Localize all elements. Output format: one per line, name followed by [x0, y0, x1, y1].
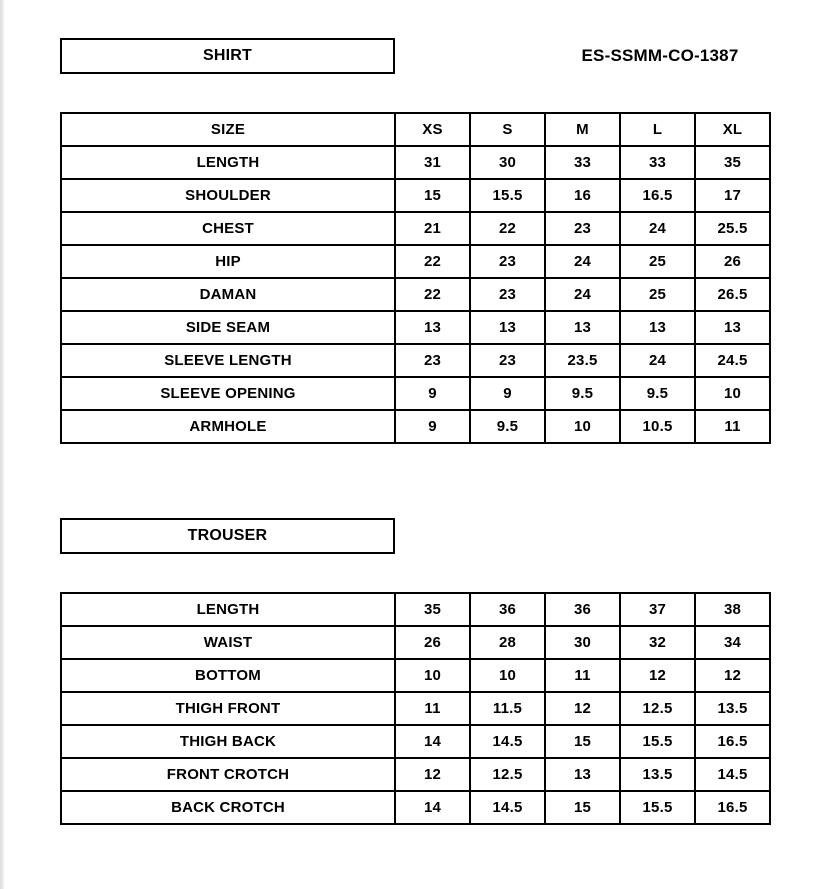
value-cell: 11 [545, 659, 620, 692]
table-row [61, 758, 770, 791]
value-cell: 15 [395, 179, 470, 212]
page-left-edge-divider [0, 0, 4, 889]
table-row [61, 245, 770, 278]
row-label-cell: CHEST [61, 212, 395, 245]
value-cell: 12.5 [620, 692, 695, 725]
value-cell: 12 [545, 692, 620, 725]
value-cell: 13.5 [695, 692, 770, 725]
value-cell: 9 [395, 377, 470, 410]
value-cell: 22 [395, 245, 470, 278]
value-cell: 10 [395, 659, 470, 692]
value-cell: 35 [395, 593, 470, 626]
value-cell: 25 [620, 245, 695, 278]
value-cell: 13 [545, 758, 620, 791]
value-cell: 35 [695, 146, 770, 179]
value-cell: 12 [620, 659, 695, 692]
value-cell: 17 [695, 179, 770, 212]
value-cell: 14 [395, 725, 470, 758]
table-row [61, 146, 770, 179]
value-cell: 13 [695, 311, 770, 344]
value-cell: 13.5 [620, 758, 695, 791]
value-cell: 28 [470, 626, 545, 659]
value-cell: 30 [545, 626, 620, 659]
table-row [61, 410, 770, 443]
value-cell: 15 [545, 725, 620, 758]
value-cell: 16.5 [695, 791, 770, 824]
row-label-cell: DAMAN [61, 278, 395, 311]
table-row [61, 377, 770, 410]
table-row [61, 179, 770, 212]
table-row [61, 659, 770, 692]
row-label-cell: THIGH BACK [61, 725, 395, 758]
value-cell: 26.5 [695, 278, 770, 311]
table-row [61, 212, 770, 245]
value-cell: 9 [470, 377, 545, 410]
row-label-cell: LENGTH [61, 146, 395, 179]
row-label-cell: HIP [61, 245, 395, 278]
value-cell: 34 [695, 626, 770, 659]
value-cell: 23 [470, 344, 545, 377]
row-label-cell: SLEEVE OPENING [61, 377, 395, 410]
value-cell: 25 [620, 278, 695, 311]
shirt-title-box [60, 38, 395, 74]
row-label-cell: ARMHOLE [61, 410, 395, 443]
value-cell: 16.5 [695, 725, 770, 758]
value-cell: 25.5 [695, 212, 770, 245]
value-cell: 23 [470, 245, 545, 278]
row-label-cell: SIDE SEAM [61, 311, 395, 344]
value-cell: 15.5 [470, 179, 545, 212]
size-header-cell: L [620, 113, 695, 146]
table-row [61, 593, 770, 626]
value-cell: 16 [545, 179, 620, 212]
value-cell: 10 [545, 410, 620, 443]
value-cell: 32 [620, 626, 695, 659]
value-cell: 38 [695, 593, 770, 626]
value-cell: 23 [395, 344, 470, 377]
size-header-row [61, 113, 770, 146]
value-cell: 16.5 [620, 179, 695, 212]
trouser-title: TROUSER [187, 527, 268, 544]
value-cell: 14 [395, 791, 470, 824]
value-cell: 10 [470, 659, 545, 692]
value-cell: 12 [695, 659, 770, 692]
row-label-cell: BACK CROTCH [61, 791, 395, 824]
value-cell: 13 [395, 311, 470, 344]
row-label-cell: BOTTOM [61, 659, 395, 692]
row-label-cell: LENGTH [61, 593, 395, 626]
value-cell: 36 [545, 593, 620, 626]
value-cell: 31 [395, 146, 470, 179]
value-cell: 24.5 [695, 344, 770, 377]
size-header-cell: M [545, 113, 620, 146]
value-cell: 23 [545, 212, 620, 245]
value-cell: 13 [620, 311, 695, 344]
row-label-cell: FRONT CROTCH [61, 758, 395, 791]
table-row [61, 344, 770, 377]
row-label-cell: SHOULDER [61, 179, 395, 212]
product-code: ES-SSMM-CO-1387 [581, 46, 739, 65]
value-cell: 30 [470, 146, 545, 179]
value-cell: 26 [695, 245, 770, 278]
value-cell: 11 [695, 410, 770, 443]
table-row [61, 311, 770, 344]
value-cell: 22 [395, 278, 470, 311]
table-row [61, 626, 770, 659]
shirt-size-table [60, 112, 771, 444]
value-cell: 9 [395, 410, 470, 443]
value-cell: 11.5 [470, 692, 545, 725]
value-cell: 15.5 [620, 791, 695, 824]
value-cell: 14.5 [470, 791, 545, 824]
value-cell: 24 [620, 212, 695, 245]
shirt-title: SHIRT [203, 47, 252, 64]
value-cell: 24 [620, 344, 695, 377]
value-cell: 37 [620, 593, 695, 626]
table-row [61, 791, 770, 824]
value-cell: 26 [395, 626, 470, 659]
table-row [61, 725, 770, 758]
value-cell: 15 [545, 791, 620, 824]
value-cell: 14.5 [695, 758, 770, 791]
value-cell: 9.5 [545, 377, 620, 410]
value-cell: 22 [470, 212, 545, 245]
value-cell: 11 [395, 692, 470, 725]
value-cell: 10 [695, 377, 770, 410]
value-cell: 21 [395, 212, 470, 245]
size-header-cell: XL [695, 113, 770, 146]
value-cell: 15.5 [620, 725, 695, 758]
value-cell: 13 [470, 311, 545, 344]
size-header-label-cell: SIZE [61, 113, 395, 146]
table-row [61, 278, 770, 311]
trouser-size-table [60, 592, 771, 825]
value-cell: 33 [545, 146, 620, 179]
value-cell: 23.5 [545, 344, 620, 377]
row-label-cell: WAIST [61, 626, 395, 659]
size-header-cell: S [470, 113, 545, 146]
value-cell: 24 [545, 245, 620, 278]
value-cell: 12 [395, 758, 470, 791]
value-cell: 9.5 [470, 410, 545, 443]
value-cell: 14.5 [470, 725, 545, 758]
value-cell: 33 [620, 146, 695, 179]
value-cell: 12.5 [470, 758, 545, 791]
value-cell: 13 [545, 311, 620, 344]
value-cell: 10.5 [620, 410, 695, 443]
row-label-cell: THIGH FRONT [61, 692, 395, 725]
row-label-cell: SLEEVE LENGTH [61, 344, 395, 377]
trouser-title-box [60, 518, 395, 554]
value-cell: 23 [470, 278, 545, 311]
value-cell: 24 [545, 278, 620, 311]
value-cell: 9.5 [620, 377, 695, 410]
size-header-cell: XS [395, 113, 470, 146]
value-cell: 36 [470, 593, 545, 626]
table-row [61, 692, 770, 725]
